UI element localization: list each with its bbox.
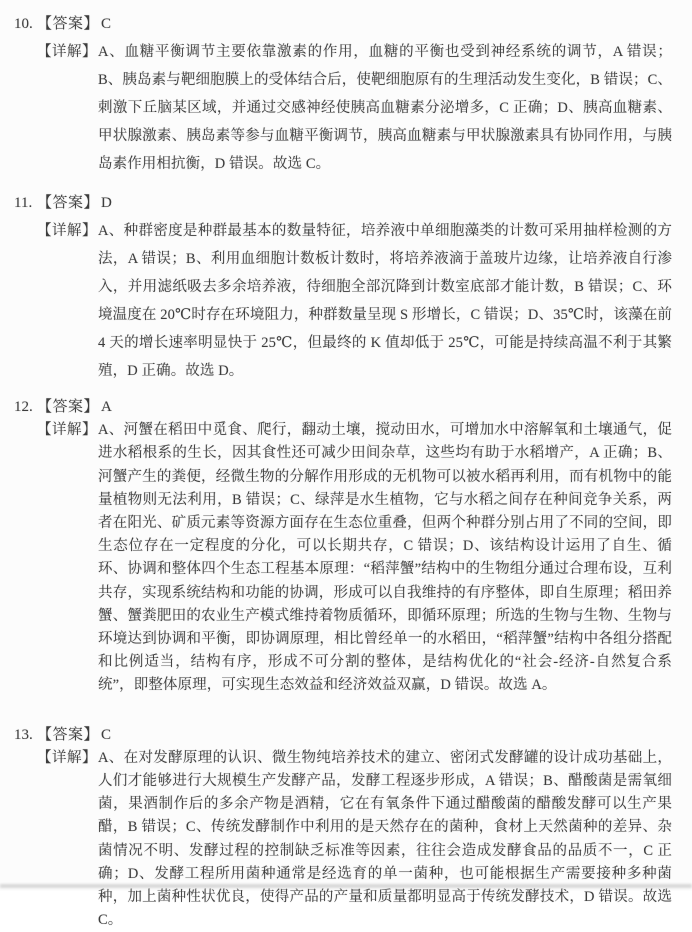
- detail-text: A、种群密度是种群最基本的数量特征，培养液中单细胞藻类的计数可采用抽样检测的方法，A 错误；B、利用血细胞计数板计数时，将培养液滴于盖玻片边缘，让培养液自行渗入，并用滤纸吸去多余培养液，待细胞全部沉降到计数室底部才能计数，B 错误；C、环境温度在 20℃时存在环境阻力，种群数量呈现 S 形增长，C 错误；D、35℃时，该藻在前 4 天的增长速率明显快于 25℃，但最终的 K 值却低于 25℃，可能是持续高温不利于其繁殖，D 正确。故选 D。: [98, 223, 672, 379]
- detail-label: 【详解】: [37, 44, 97, 60]
- answer-letter: D: [101, 195, 112, 211]
- detail-text: A、在对发酵原理的认识、微生物纯培养技术的建立、密闭式发酵罐的设计成功基础上，人们才能够进行大规模生产发酵产品，发酵工程逐步形成，A 错误；B、醋酸菌是需氧细菌，果酒制作后的多余产物是酒精，它在有氧条件下通过醋酸菌的醋酸发酵可以生产果醋，B 错误；C、传统发酵制作中利用的是天然存在的菌种，食材上天然菌种的差异、杂菌情况不明、发酵过程的控制缺乏标准等因素，往往会造成发酵食品的品质不一，C 正确；D、发酵工程所用菌种通常是经选育的单一菌种，也可能根据生产需要接种多种菌种，加上菌种性状优良，使得产品的产量和质量都明显高于传统发酵技术，D 错误。故选 C。: [98, 749, 672, 929]
- answer-letter: C: [101, 726, 112, 743]
- answer-item-12: [14, 396, 672, 698]
- answer-line: [14, 10, 672, 38]
- answer-label: 【答案】: [37, 726, 100, 743]
- answer-line: [14, 396, 672, 419]
- answer-line: [14, 189, 672, 217]
- answer-label: 【答案】: [37, 195, 100, 211]
- answer-item-13: [14, 724, 672, 932]
- scan-edge-artifact: [0, 884, 692, 888]
- detail-label: 【详解】: [37, 223, 97, 239]
- detail-row: [37, 419, 672, 697]
- answer-label: 【答案】: [37, 399, 100, 415]
- question-number: 11.: [14, 195, 33, 211]
- detail-text: A、河蟹在稻田中觅食、爬行，翻动土壤，搅动田水，可增加水中溶解氧和土壤通气，促进水稻根系的生长，因其食性还可减少田间杂草，这些均有助于水稻增产，A 正确；B、河蟹产生的粪便，经微生物的分解作用形成的无机物可以被水稻再利用，而有机物中的能量植物则无法利用，B 错误；C、绿萍是水生植物，它与水稻之间存在种间竞争关系，两者在阳光、矿质元素等资源方面存在生态位重叠，但两个种群分别占用了不同的空间，即生态位存在一定程度的分化，可以长期共存，C 错误；D、该结构设计运用了自生、循环、协调和整体四个生态工程基本原理：“稻萍蟹”结构中的生物组分通过合理布设，互利共存，实现系统结构和功能的协调，形成可以自我维持的有序整体，即自生原理；稻田养蟹、蟹粪肥田的农业生产模式维持着物质循环，即循环原理；所选的生物与生物、生物与环境达到协调和平衡，即协调原理，相比曾经单一的水稻田，“稻萍蟹”结构中各组分搭配和比例适当，结构有序，形成不可分割的整体，是结构优化的“社会-经济-自然复合系统”，即整体原理，可实现生态效益和经济效益双赢，D 错误。故选 A。: [98, 422, 672, 694]
- answer-item-10: [14, 10, 672, 178]
- detail-text: A、血糖平衡调节主要依靠激素的作用，血糖的平衡也受到神经系统的调节，A 错误；B、胰岛素与靶细胞膜上的受体结合后，使靶细胞原有的生理活动发生变化，B 错误；C、刺激下丘脑某区域，并通过交感神经使胰高血糖素分泌增多，C 正确；D、胰高血糖素、甲状腺激素、胰岛素等参与血糖平衡调节，胰高血糖素与甲状腺激素具有协同作用，与胰岛素作用相抗衡，D 错误。故选 C。: [98, 44, 672, 172]
- question-number: 12.: [14, 399, 33, 415]
- detail-label: 【详解】: [37, 749, 97, 766]
- question-number: 13.: [14, 726, 33, 743]
- answer-letter: A: [101, 399, 112, 415]
- detail-row: [37, 747, 672, 932]
- detail-row: [37, 38, 672, 178]
- detail-label: 【详解】: [37, 422, 97, 439]
- detail-row: [37, 217, 672, 385]
- answer-letter: C: [101, 16, 112, 32]
- answer-label: 【答案】: [37, 16, 100, 32]
- question-number: 10.: [14, 16, 33, 32]
- answer-line: [14, 724, 672, 747]
- answer-item-11: [14, 189, 672, 385]
